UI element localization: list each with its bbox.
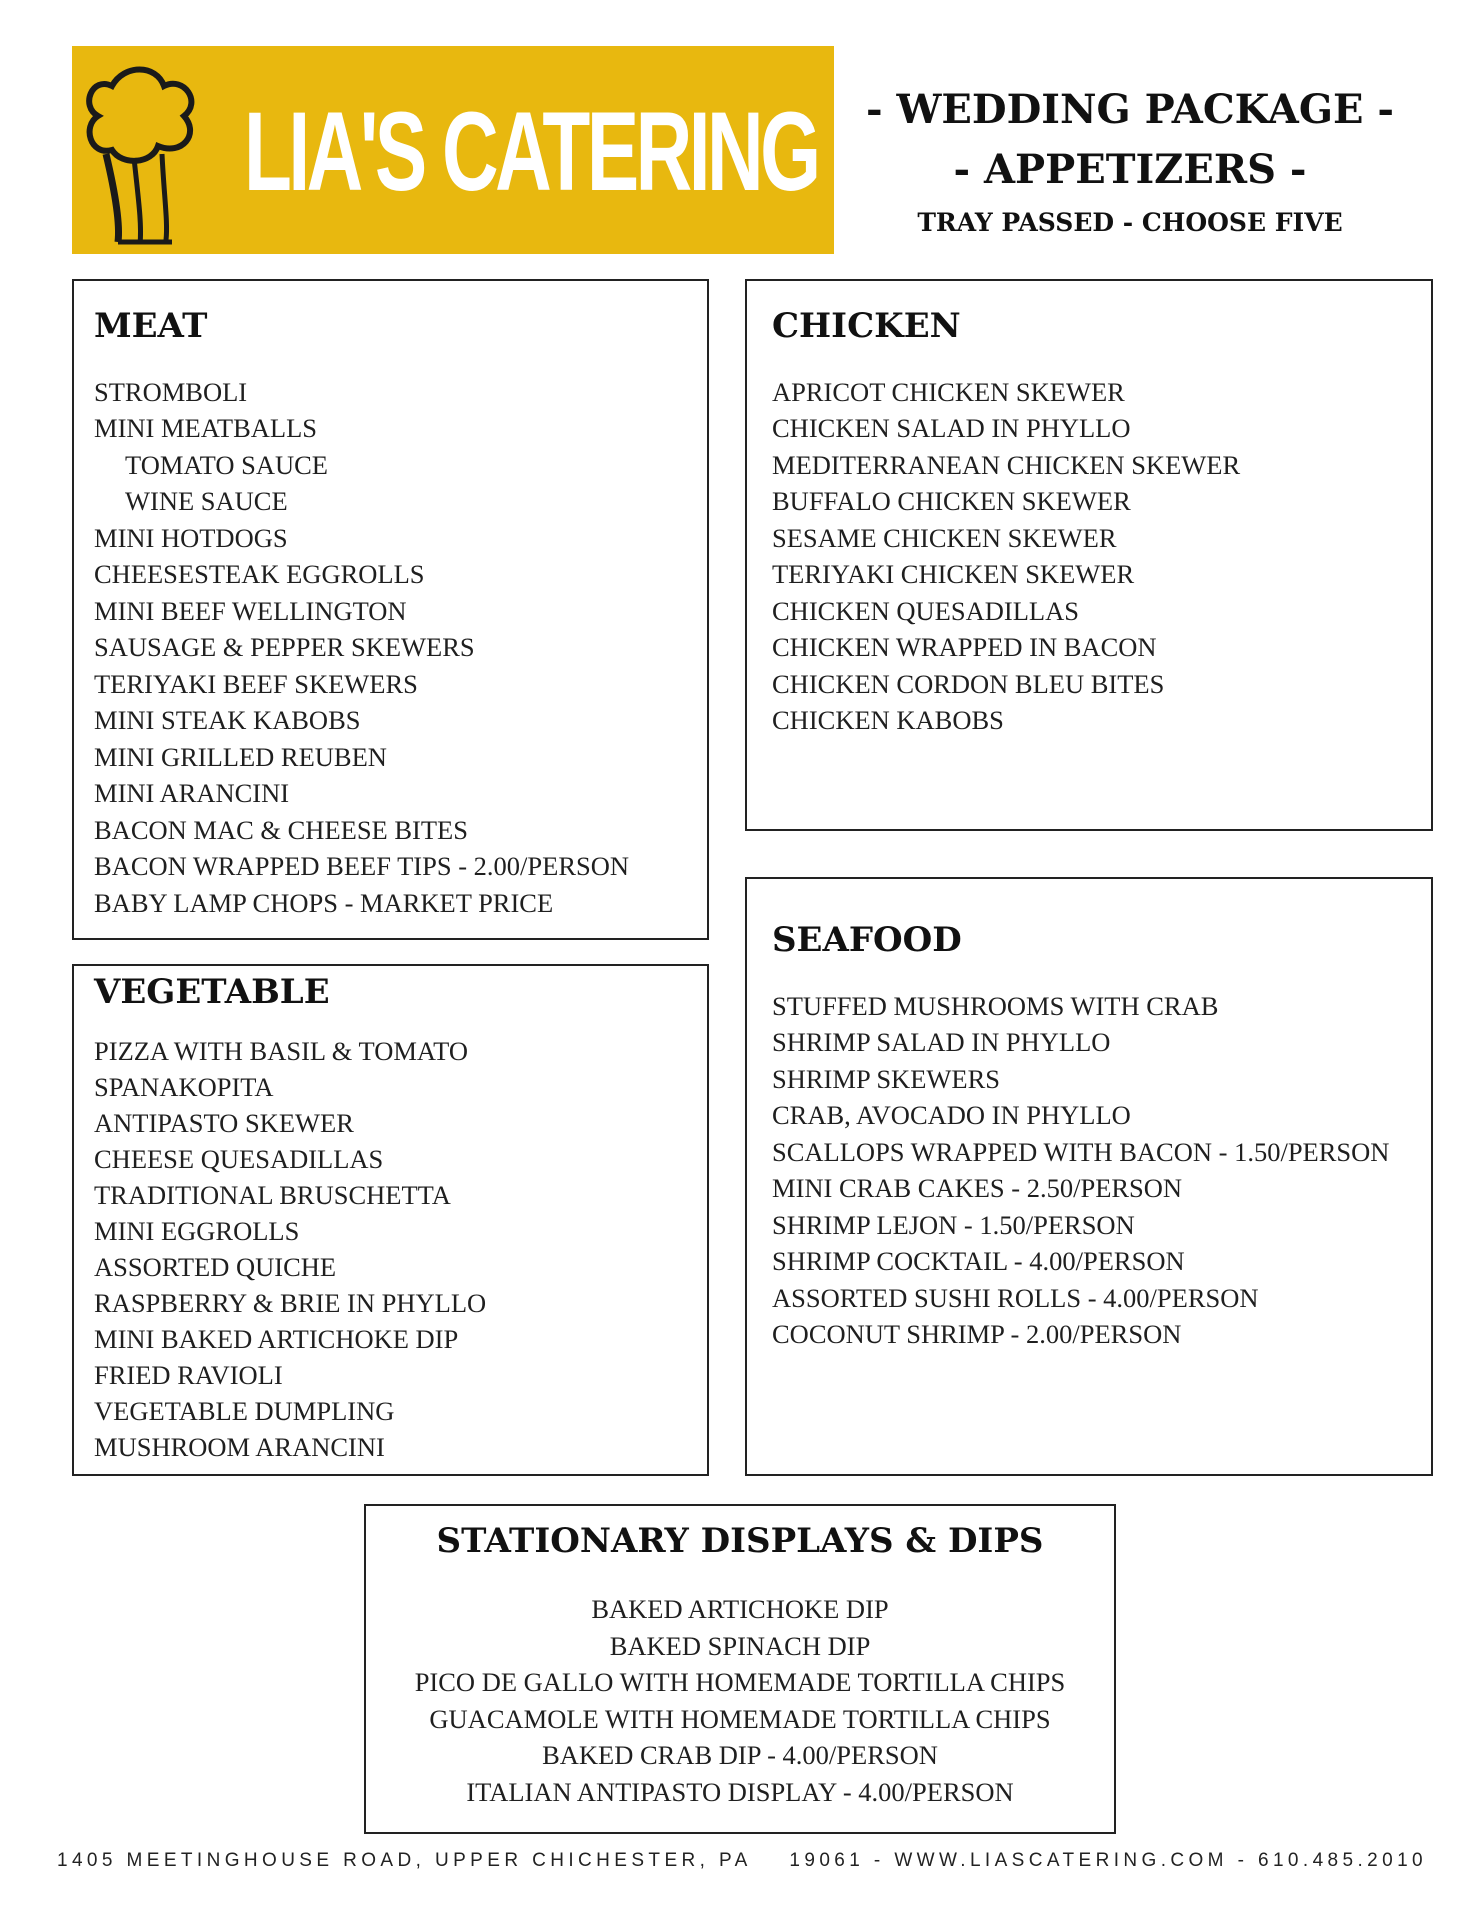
meat-item: MINI ARANCINI [94, 778, 290, 808]
chicken-item: CHICKEN WRAPPED IN BACON [772, 632, 1157, 662]
stationary-item: PICO DE GALLO WITH HOMEMADE TORTILLA CHIPS [414, 1667, 1066, 1697]
stationary-item: BAKED SPINACH DIP [609, 1631, 871, 1661]
stationary-item: GUACAMOLE WITH HOMEMADE TORTILLA CHIPS [429, 1704, 1051, 1734]
stationary-item: BAKED CRAB DIP - 4.00/PERSON [542, 1740, 938, 1770]
package-title: - WEDDING PACKAGE - [865, 86, 1395, 133]
meat-item: MINI MEATBALLS [94, 413, 318, 443]
chicken-item: CHICKEN SALAD IN PHYLLO [772, 413, 1131, 443]
chicken-item: SESAME CHICKEN SKEWER [772, 523, 1117, 553]
seafood-item: SHRIMP SKEWERS [772, 1064, 1000, 1094]
vegetable-item: ASSORTED QUICHE [94, 1252, 337, 1282]
stationary-item: BAKED ARTICHOKE DIP [591, 1594, 889, 1624]
meat-item: SAUSAGE & PEPPER SKEWERS [94, 632, 475, 662]
chicken-item: MEDITERRANEAN CHICKEN SKEWER [772, 450, 1241, 480]
meat-item: CHEESESTEAK EGGROLLS [94, 559, 425, 589]
seafood-item: SCALLOPS WRAPPED WITH BACON - 1.50/PERSON [772, 1137, 1390, 1167]
chicken-item: TERIYAKI CHICKEN SKEWER [772, 559, 1135, 589]
chicken-item: BUFFALO CHICKEN SKEWER [772, 486, 1131, 516]
vegetable-item: MUSHROOM ARANCINI [94, 1432, 385, 1462]
section-title: - APPETIZERS - [953, 146, 1307, 193]
meat-item: BACON WRAPPED BEEF TIPS - 2.00/PERSON [94, 851, 630, 881]
meat-item: BACON MAC & CHEESE BITES [94, 815, 468, 845]
meat-item: MINI GRILLED REUBEN [94, 742, 387, 772]
vegetable-item: VEGETABLE DUMPLING [94, 1396, 395, 1426]
choose-instruction: TRAY PASSED - CHOOSE FIVE [917, 208, 1343, 237]
chicken-item: CHICKEN QUESADILLAS [772, 596, 1079, 626]
seafood-item: COCONUT SHRIMP - 2.00/PERSON [772, 1319, 1182, 1349]
stationary-item: ITALIAN ANTIPASTO DISPLAY - 4.00/PERSON [466, 1777, 1014, 1807]
vegetable-item: SPANAKOPITA [94, 1072, 274, 1102]
seafood-item: CRAB, AVOCADO IN PHYLLO [772, 1100, 1131, 1130]
vegetable-item: ANTIPASTO SKEWER [94, 1108, 354, 1138]
meat-item: BABY LAMP CHOPS - MARKET PRICE [94, 888, 554, 918]
logo [72, 46, 834, 254]
seafood-item: ASSORTED SUSHI ROLLS - 4.00/PERSON [772, 1283, 1259, 1313]
seafood-item: SHRIMP SALAD IN PHYLLO [772, 1027, 1111, 1057]
vegetable-item: MINI BAKED ARTICHOKE DIP [94, 1324, 459, 1354]
meat-subitem: WINE SAUCE [125, 486, 288, 516]
vegetable-item: CHEESE QUESADILLAS [94, 1144, 384, 1174]
chicken-item: CHICKEN KABOBS [772, 705, 1004, 735]
chicken-box [745, 279, 1433, 831]
meat-item: MINI BEEF WELLINGTON [94, 596, 407, 626]
meat-item: MINI HOTDOGS [94, 523, 288, 553]
chicken-item: APRICOT CHICKEN SKEWER [772, 377, 1125, 407]
footer-contact: 1405 MEETINGHOUSE ROAD, UPPER CHICHESTER, PA 19061 - WWW.LIASCATERING.COM - 610.485.2010 [56, 1850, 1428, 1871]
chicken-title: CHICKEN [772, 306, 961, 346]
seafood-title: SEAFOOD [772, 920, 962, 960]
meat-title: MEAT [94, 306, 208, 346]
vegetable-item: MINI EGGROLLS [94, 1216, 300, 1246]
meat-item: MINI STEAK KABOBS [94, 705, 361, 735]
vegetable-item: PIZZA WITH BASIL & TOMATO [94, 1036, 468, 1066]
seafood-item: STUFFED MUSHROOMS WITH CRAB [772, 991, 1219, 1021]
logo-text: LIA'S CATERING [244, 89, 818, 214]
chicken-item: CHICKEN CORDON BLEU BITES [772, 669, 1165, 699]
seafood-item: SHRIMP LEJON - 1.50/PERSON [772, 1210, 1135, 1240]
vegetable-item: TRADITIONAL BRUSCHETTA [94, 1180, 451, 1210]
stationary-title: STATIONARY DISPLAYS & DIPS [436, 1521, 1044, 1561]
meat-item: TERIYAKI BEEF SKEWERS [94, 669, 418, 699]
vegetable-item: FRIED RAVIOLI [94, 1360, 283, 1390]
vegetable-item: RASPBERRY & BRIE IN PHYLLO [94, 1288, 487, 1318]
seafood-item: SHRIMP COCKTAIL - 4.00/PERSON [772, 1246, 1185, 1276]
seafood-item: MINI CRAB CAKES - 2.50/PERSON [772, 1173, 1183, 1203]
vegetable-title: VEGETABLE [94, 972, 330, 1012]
meat-subitem: TOMATO SAUCE [125, 450, 328, 480]
meat-item: STROMBOLI [94, 377, 248, 407]
chef-hat-logo-icon [72, 46, 252, 254]
